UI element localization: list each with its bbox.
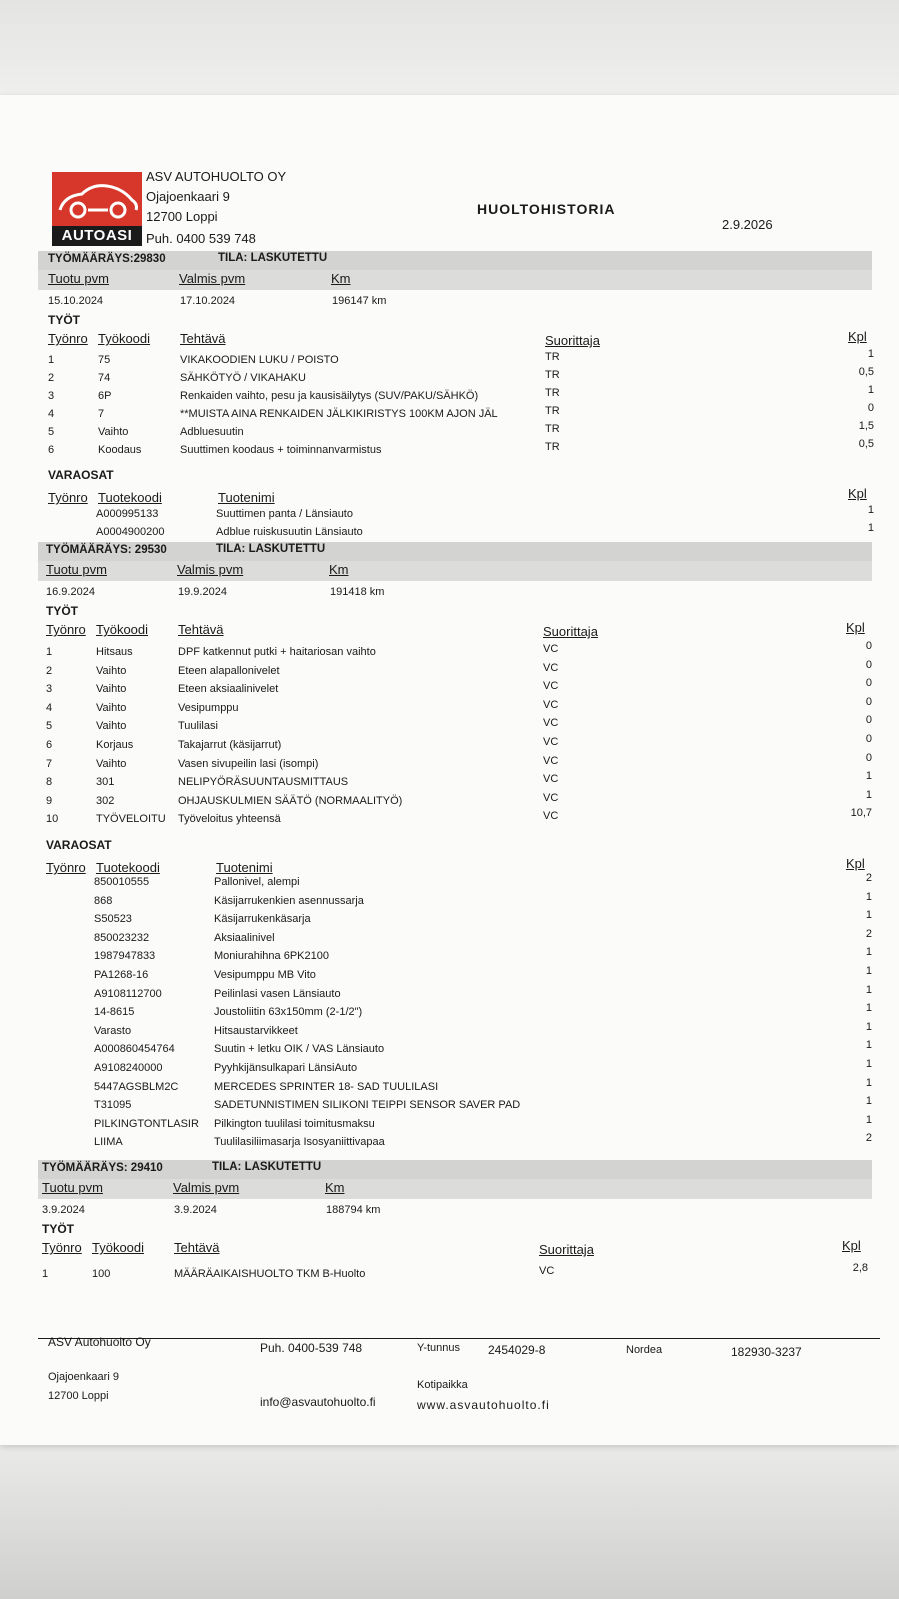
job-performer: TR (545, 441, 560, 453)
work-order-number: TYÖMÄÄRÄYS:29830 (48, 253, 166, 265)
part-quantity: 1 (865, 946, 872, 958)
company-city: 12700 Loppi (146, 209, 218, 224)
jobs-col-tyokoodi: Työkoodi (98, 331, 151, 346)
jobs-col-tehtava: Tehtävä (178, 622, 224, 637)
job-performer: TR (545, 387, 560, 399)
footer-bank: Nordea (626, 1344, 663, 1356)
job-number: 7 (46, 758, 53, 770)
part-quantity: 1 (865, 1095, 872, 1107)
work-order-status: TILA: LASKUTETTU (216, 543, 326, 555)
km-label: Km (325, 1180, 345, 1195)
job-number: 3 (48, 390, 55, 402)
jobs-col-tyokoodi: Työkoodi (92, 1240, 145, 1255)
job-quantity: 0 (865, 696, 872, 708)
part-code: 868 (94, 895, 113, 907)
part-code: 1987947833 (94, 950, 156, 962)
job-quantity: 1 (867, 384, 874, 396)
job-code: 74 (98, 372, 111, 384)
job-performer: VC (543, 792, 559, 804)
part-quantity: 2 (865, 928, 872, 940)
part-name: Pyyhkijänsulkapari LänsiAuto (214, 1062, 358, 1074)
part-name: Pilkington tuulilasi toimitusmaksu (214, 1118, 375, 1130)
valmis-pvm-label: Valmis pvm (177, 562, 244, 577)
job-number: 3 (46, 683, 53, 695)
part-quantity: 1 (865, 984, 872, 996)
part-quantity: 1 (865, 1021, 872, 1033)
job-quantity: 0 (865, 714, 872, 726)
part-code: A000995133 (96, 508, 159, 520)
parts-section-title: VARAOSAT (48, 468, 114, 482)
job-quantity: 0,5 (858, 366, 874, 378)
part-name: Vesipumppu MB Vito (214, 969, 316, 981)
job-performer: TR (545, 423, 560, 435)
job-quantity: 0 (867, 402, 874, 414)
footer-city: 12700 Loppi (48, 1390, 109, 1402)
parts-col-tyonro: Työnro (48, 490, 88, 505)
part-code: A9108112700 (94, 988, 162, 1000)
job-task: OHJAUSKULMIEN SÄÄTÖ (NORMAALITYÖ) (178, 795, 403, 807)
part-code: PA1268-16 (94, 969, 149, 981)
job-task: Työveloitus yhteensä (178, 813, 281, 825)
part-quantity: 1 (867, 522, 874, 534)
part-name: Joustoliitin 63x150mm (2-1/2") (214, 1006, 363, 1018)
job-task: VIKAKOODIEN LUKU / POISTO (180, 354, 339, 366)
job-code: Vaihto (96, 720, 127, 732)
footer-website: www.asvautohuolto.fi (417, 1398, 550, 1412)
parts-col-tuotekoodi: Tuotekoodi (98, 490, 162, 505)
job-performer: TR (545, 405, 560, 417)
part-code: Varasto (94, 1025, 132, 1037)
job-code: Korjaus (96, 739, 134, 751)
footer-ytunnus-label: Y-tunnus (417, 1342, 461, 1354)
job-quantity: 1 (867, 348, 874, 360)
company-name: ASV AUTOHUOLTO OY (146, 169, 287, 184)
logo-text: AUTOASI (52, 226, 142, 246)
job-number: 1 (42, 1268, 49, 1280)
work-order-subbar (38, 270, 872, 290)
part-quantity: 1 (865, 1114, 872, 1126)
part-name: Hitsaustarvikkeet (214, 1025, 298, 1037)
jobs-col-tehtava: Tehtävä (174, 1240, 220, 1255)
car-logo-icon (52, 172, 142, 226)
jobs-col-kpl: Kpl (846, 620, 865, 635)
job-task: Adbluesuutin (180, 426, 244, 438)
job-task: SÄHKÖTYÖ / VIKAHAKU (180, 372, 306, 384)
company-street: Ojajoenkaari 9 (146, 189, 230, 204)
part-name: SADETUNNISTIMEN SILIKONI TEIPPI SENSOR SAVER PAD (214, 1099, 521, 1111)
job-code: Hitsaus (96, 646, 133, 658)
job-code: 301 (96, 776, 115, 788)
job-task: DPF katkennut putki + haitariosan vaihto (178, 646, 376, 658)
part-code: A9108240000 (94, 1062, 163, 1074)
jobs-col-suorittaja: Suorittaja (543, 624, 598, 639)
footer-divider (38, 1338, 880, 1339)
job-number: 1 (46, 646, 53, 658)
part-name: MERCEDES SPRINTER 18- SAD TUULILASI (214, 1081, 439, 1093)
part-quantity: 1 (865, 965, 872, 977)
job-quantity: 0,5 (858, 438, 874, 450)
job-code: 100 (92, 1268, 111, 1280)
parts-col-tyonro: Työnro (46, 860, 86, 875)
part-quantity: 2 (865, 872, 872, 884)
jobs-col-suorittaja: Suorittaja (545, 333, 600, 348)
job-code: Vaihto (96, 665, 127, 677)
part-name: Peilinlasi vasen Länsiauto (214, 988, 341, 1000)
work-order-subbar (38, 1179, 872, 1199)
job-performer: VC (543, 755, 559, 767)
part-name: Käsijarrukenkien asennussarja (214, 895, 364, 907)
work-order-bar (38, 1160, 872, 1179)
part-name: Tuulilasiliimasarja Isosyaniittivapaa (214, 1136, 385, 1148)
job-performer: VC (539, 1265, 555, 1277)
part-code: 850010555 (94, 876, 150, 888)
job-code: Koodaus (98, 444, 142, 456)
part-quantity: 1 (865, 1039, 872, 1051)
valmis-date: 17.10.2024 (180, 295, 236, 307)
job-quantity: 1 (865, 770, 872, 782)
job-task: Vesipumppu (178, 702, 239, 714)
jobs-col-kpl: Kpl (848, 329, 867, 344)
part-name: Suutin + letku OIK / VAS Länsiauto (214, 1043, 385, 1055)
footer-company: ASV Autohuolto Oy (48, 1335, 151, 1349)
part-code: 14-8615 (94, 1006, 135, 1018)
km-label: Km (331, 271, 351, 286)
job-task: **MUISTA AINA RENKAIDEN JÄLKIKIRISTYS 100KM AJON JÄL (180, 408, 498, 420)
job-quantity: 0 (865, 640, 872, 652)
tuotu-date: 3.9.2024 (42, 1204, 85, 1216)
tuotu-pvm-label: Tuotu pvm (46, 562, 107, 577)
job-code: 6P (98, 390, 112, 402)
job-quantity: 1,5 (858, 420, 874, 432)
job-task: Suuttimen koodaus + toiminnanvarmistus (180, 444, 382, 456)
job-code: 75 (98, 354, 111, 366)
part-quantity: 1 (865, 1002, 872, 1014)
part-code: LIIMA (94, 1136, 123, 1148)
part-name: Käsijarrukenkäsarja (214, 913, 311, 925)
job-task: Eteen aksiaalinivelet (178, 683, 279, 695)
job-performer: VC (543, 810, 559, 822)
job-number: 4 (48, 408, 55, 420)
job-code: Vaihto (96, 683, 127, 695)
part-name: Pallonivel, alempi (214, 876, 300, 888)
job-performer: VC (543, 643, 559, 655)
job-performer: TR (545, 369, 560, 381)
footer-account: 182930-3237 (731, 1345, 802, 1359)
work-order-status: TILA: LASKUTETTU (212, 1161, 322, 1173)
job-number: 9 (46, 795, 53, 807)
job-code: Vaihto (98, 426, 129, 438)
tuotu-date: 15.10.2024 (48, 295, 104, 307)
jobs-col-tyonro: Työnro (48, 331, 88, 346)
part-code: A0004900200 (96, 526, 165, 538)
job-task: Eteen alapallonivelet (178, 665, 280, 677)
parts-col-kpl: Kpl (848, 486, 867, 501)
job-quantity: 0 (865, 677, 872, 689)
tuotu-pvm-label: Tuotu pvm (42, 1180, 103, 1195)
footer-kotipaikka: Kotipaikka (417, 1379, 468, 1391)
job-number: 6 (48, 444, 55, 456)
valmis-date: 3.9.2024 (174, 1204, 217, 1216)
jobs-col-tyokoodi: Työkoodi (96, 622, 149, 637)
jobs-section-title: TYÖT (48, 313, 80, 327)
job-performer: VC (543, 773, 559, 785)
job-quantity: 0 (865, 659, 872, 671)
job-performer: VC (543, 717, 559, 729)
parts-section-title: VARAOSAT (46, 838, 112, 852)
jobs-col-tyonro: Työnro (46, 622, 86, 637)
company-phone: Puh. 0400 539 748 (146, 231, 256, 246)
parts-col-kpl: Kpl (846, 856, 865, 871)
job-code: 302 (96, 795, 115, 807)
tuotu-date: 16.9.2024 (46, 586, 95, 598)
part-quantity: 2 (865, 1132, 872, 1144)
part-code: T31095 (94, 1099, 132, 1111)
parts-col-tuotenimi: Tuotenimi (218, 490, 275, 505)
job-number: 5 (46, 720, 53, 732)
part-name: Moniurahihna 6PK2100 (214, 950, 329, 962)
footer-street: Ojajoenkaari 9 (48, 1371, 119, 1383)
jobs-col-tehtava: Tehtävä (180, 331, 226, 346)
work-order-subbar (38, 561, 872, 581)
job-task: MÄÄRÄAIKAISHUOLTO TKM B-Huolto (174, 1268, 366, 1280)
footer-email: info@asvautohuolto.fi (260, 1395, 376, 1409)
valmis-date: 19.9.2024 (178, 586, 227, 598)
jobs-col-tyonro: Työnro (42, 1240, 82, 1255)
document-title: HUOLTOHISTORIA (477, 201, 616, 217)
part-name: Adblue ruiskusuutin Länsiauto (216, 526, 363, 538)
part-quantity: 1 (865, 1077, 872, 1089)
jobs-section-title: TYÖT (46, 604, 78, 618)
work-order-number: TYÖMÄÄRÄYS: 29410 (42, 1162, 163, 1174)
jobs-col-suorittaja: Suorittaja (539, 1242, 594, 1257)
job-task: Tuulilasi (178, 720, 218, 732)
job-number: 2 (46, 665, 53, 677)
job-performer: VC (543, 736, 559, 748)
footer-phone: Puh. 0400-539 748 (260, 1341, 363, 1355)
tuotu-pvm-label: Tuotu pvm (48, 271, 109, 286)
document-date: 2.9.2026 (722, 217, 773, 232)
footer-ytunnus: 2454029-8 (488, 1343, 546, 1357)
parts-col-tuotenimi: Tuotenimi (216, 860, 273, 875)
job-number: 8 (46, 776, 53, 788)
jobs-col-kpl: Kpl (842, 1238, 861, 1253)
part-name: Suuttimen panta / Länsiauto (216, 508, 353, 520)
job-code: TYÖVELOITU (96, 813, 166, 825)
km-label: Km (329, 562, 349, 577)
part-name: Aksiaalinivel (214, 932, 275, 944)
job-task: Takajarrut (käsijarrut) (178, 739, 282, 751)
km-value: 191418 km (330, 586, 385, 598)
part-code: A000860454764 (94, 1043, 175, 1055)
part-code: 850023232 (94, 932, 150, 944)
jobs-section-title: TYÖT (42, 1222, 74, 1236)
job-number: 5 (48, 426, 55, 438)
parts-col-tuotekoodi: Tuotekoodi (96, 860, 160, 875)
km-value: 188794 km (326, 1204, 381, 1216)
job-quantity: 1 (865, 789, 872, 801)
job-number: 1 (48, 354, 55, 366)
job-performer: VC (543, 680, 559, 692)
job-number: 10 (46, 813, 59, 825)
job-quantity: 2,8 (852, 1262, 868, 1274)
job-performer: TR (545, 351, 560, 363)
part-quantity: 1 (865, 909, 872, 921)
job-quantity: 0 (865, 752, 872, 764)
job-code: Vaihto (96, 702, 127, 714)
part-code: 5447AGSBLM2C (94, 1081, 179, 1093)
job-performer: VC (543, 662, 559, 674)
job-task: NELIPYÖRÄSUUNTAUSMITTAUS (178, 776, 349, 788)
job-task: Vasen sivupeilin lasi (isompi) (178, 758, 319, 770)
work-order-number: TYÖMÄÄRÄYS: 29530 (46, 544, 167, 556)
part-quantity: 1 (865, 891, 872, 903)
company-logo (52, 172, 142, 246)
part-quantity: 1 (865, 1058, 872, 1070)
valmis-pvm-label: Valmis pvm (179, 271, 246, 286)
part-code: S50523 (94, 913, 132, 925)
part-quantity: 1 (867, 504, 874, 516)
valmis-pvm-label: Valmis pvm (173, 1180, 240, 1195)
job-performer: VC (543, 699, 559, 711)
part-code: PILKINGTONTLASIR (94, 1118, 199, 1130)
job-quantity: 10,7 (850, 807, 872, 819)
job-quantity: 0 (865, 733, 872, 745)
job-code: Vaihto (96, 758, 127, 770)
job-code: 7 (98, 408, 105, 420)
job-number: 6 (46, 739, 53, 751)
job-task: Renkaiden vaihto, pesu ja kausisäilytys (SUV/PAKU/SÄHKÖ) (180, 390, 479, 402)
work-order-status: TILA: LASKUTETTU (218, 252, 328, 264)
job-number: 2 (48, 372, 55, 384)
km-value: 196147 km (332, 295, 387, 307)
job-number: 4 (46, 702, 53, 714)
